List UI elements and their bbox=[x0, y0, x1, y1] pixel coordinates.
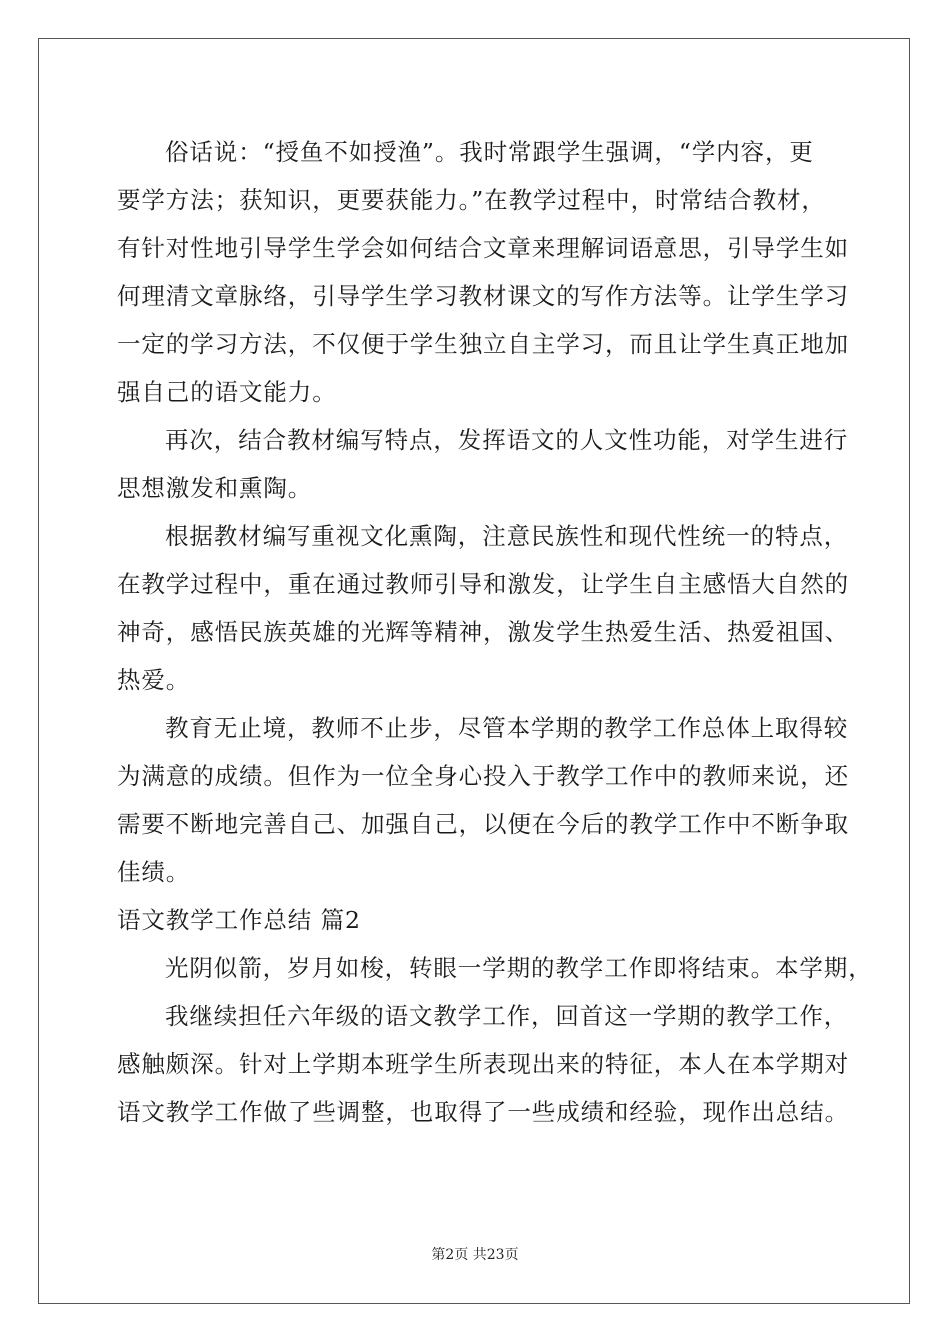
text-line: 何理清文章脉络，引导学生学习教材课文的写作方法等。让学生学习 bbox=[117, 282, 849, 310]
text-line: 光阴似箭，岁月如梭，转眼一学期的教学工作即将结束。本学期， bbox=[165, 954, 873, 982]
text-line: 神奇，感悟民族英雄的光辉等精神，激发学生热爱生活、热爱祖国、 bbox=[117, 618, 849, 646]
section-heading: 语文教学工作总结 篇2 bbox=[117, 906, 361, 934]
text-line: 再次，结合教材编写特点，发挥语文的人文性功能，对学生进行 bbox=[165, 426, 849, 454]
document-body bbox=[117, 128, 873, 1136]
text-line: 要学方法；获知识，更要获能力。”在教学过程中，时常结合教材， bbox=[117, 186, 826, 214]
text-line: 根据教材编写重视文化熏陶，注意民族性和现代性统一的特点， bbox=[165, 522, 849, 550]
text-line: 有针对性地引导学生学会如何结合文章来理解词语意思，引导学生如 bbox=[117, 234, 849, 262]
text-line: 教育无止境，教师不止步，尽管本学期的教学工作总体上取得较 bbox=[165, 714, 849, 742]
text-line: 一定的学习方法，不仅便于学生独立自主学习，而且让学生真正地加 bbox=[117, 330, 849, 358]
text-line: 需要不断地完善自己、加强自己，以便在今后的教学工作中不断争取 bbox=[117, 810, 849, 838]
text-line: 为满意的成绩。但作为一位全身心投入于教学工作中的教师来说，还 bbox=[117, 762, 849, 790]
text-line: 佳绩。 bbox=[117, 858, 191, 886]
text-line: 俗话说：“授鱼不如授渔”。我时常跟学生强调，“学内容，更 bbox=[165, 138, 814, 166]
text-line: 我继续担任六年级的语文教学工作，回首这一学期的教学工作， bbox=[165, 1002, 849, 1030]
text-line: 热爱。 bbox=[117, 666, 191, 694]
text-line: 语文教学工作做了些调整，也取得了一些成绩和经验，现作出总结。 bbox=[117, 1098, 849, 1126]
text-line: 感触颇深。针对上学期本班学生所表现出来的特征，本人在本学期对 bbox=[117, 1050, 849, 1078]
text-line: 在教学过程中，重在通过教师引导和激发，让学生自主感悟大自然的 bbox=[117, 570, 849, 598]
text-line: 思想激发和熏陶。 bbox=[117, 474, 313, 502]
page-number-footer: 第2页 共23页 bbox=[431, 1247, 519, 1263]
text-line: 强自己的语文能力。 bbox=[117, 378, 337, 406]
